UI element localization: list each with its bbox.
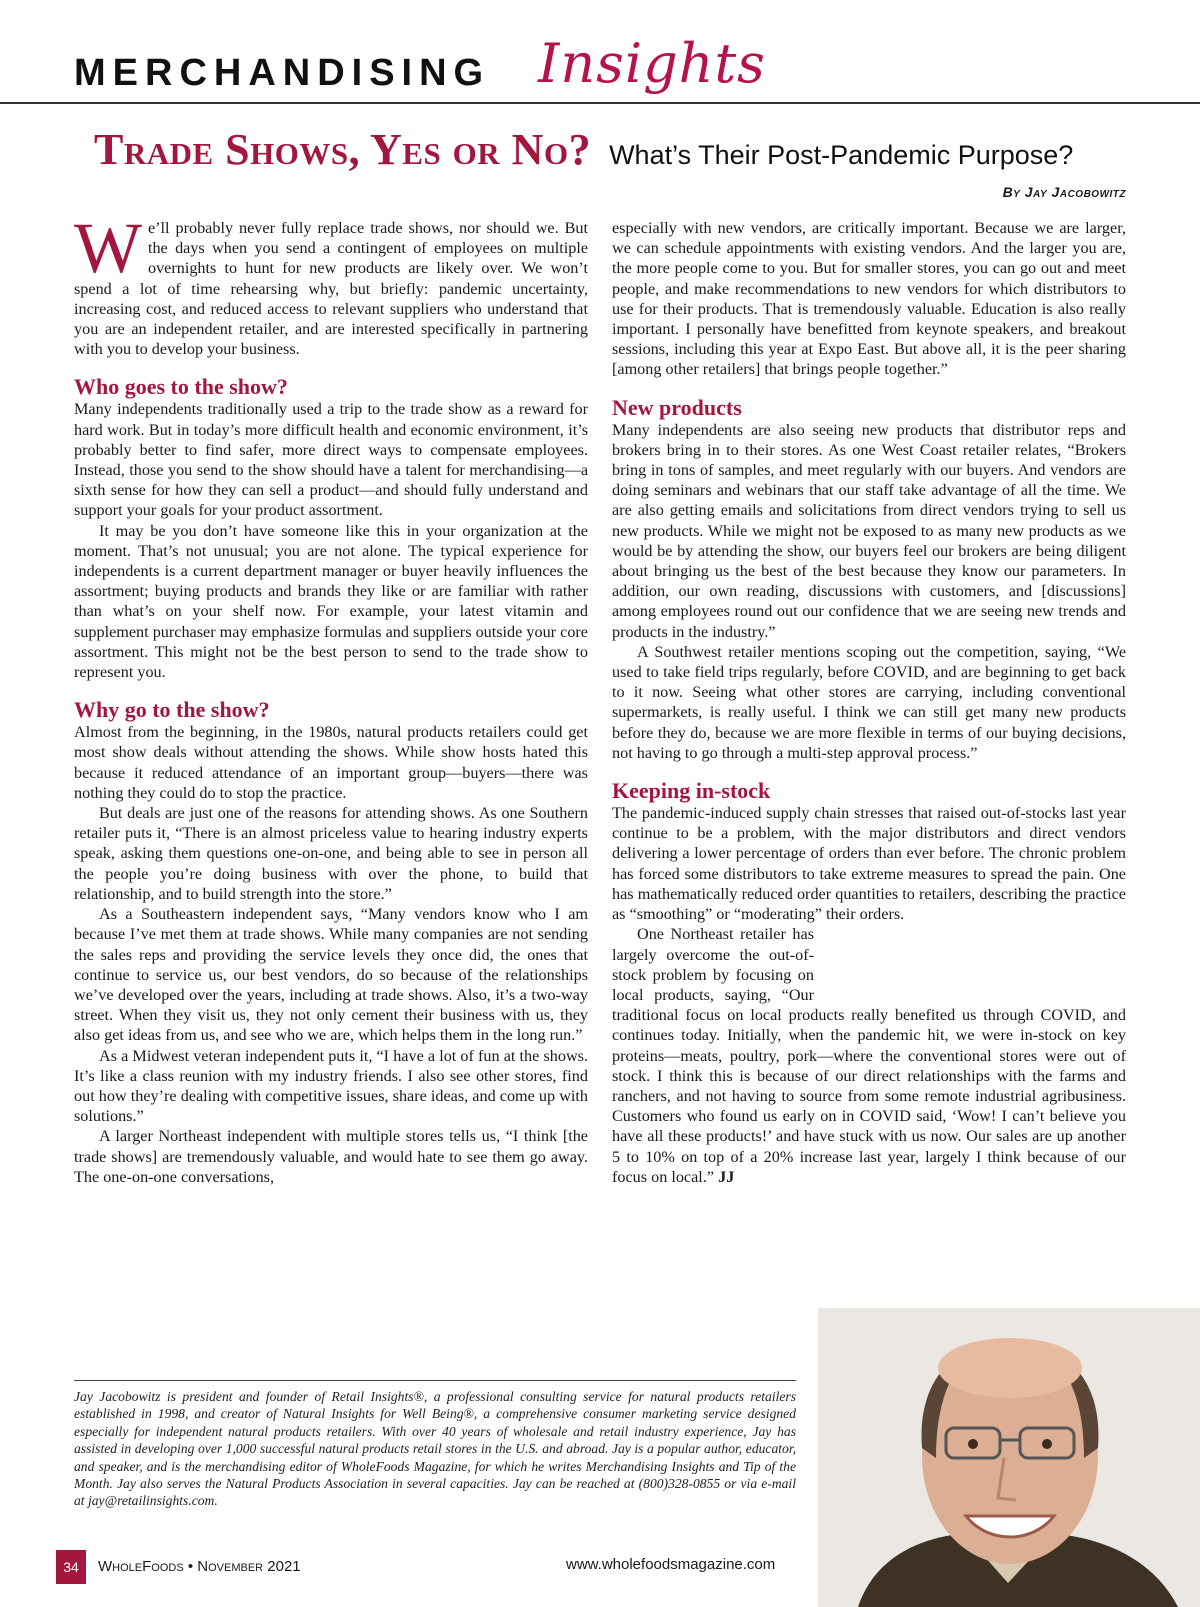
paragraph: especially with new vendors, are critically important. Because we are larger, we can schedule appointments with existing vendors. And the larger you are, the more people come to you. But for smaller stores, you can go out and meet people, and make recommendations to new vendors for which distributors to use for their products. That is tremendously valuable. Education is also really important. I personally have benefitted from keynote speakers, and breakout sessions, including this year at Expo East. But above all, it is the peer sharing [among other retailers] that brings people together.”: [612, 219, 1126, 379]
magazine-issue: WholeFoods • November 2021: [98, 1558, 301, 1575]
heading-keeping-in-stock: Keeping in-stock: [612, 778, 771, 804]
masthead-word: MERCHANDISING: [74, 52, 491, 94]
paragraph: But deals are just one of the reasons for attending shows. As one Southern retailer puts it, “There is an almost priceless value to hearing industry experts speak, asking them questions one-on-one, and being able to see in person all the people you’re doing business with over the phone, to build that relationship, and to build strength into the store.”: [74, 804, 588, 903]
intro-text: e’ll probably never fully replace trade shows, nor should we. But the days when you send a contingent of employees on multiple overnights to hunt for new products are likely over. We won’t spend a lot of time rehearsing why, but briefly: pandemic uncertainty, increasing cost, and reduced access to relevant suppliers who understand that you are an independent retailer, and are interested specifically in partnering with you to develop your business.: [74, 219, 588, 359]
photo-wrap-spacer: [814, 924, 1126, 986]
paragraph: It may be you don’t have someone like this in your organization at the moment. That’s not unusual; you are not alone. The typical experience for independents is a current department manager or buyer heavily influences the assortment; buying products and brands they like or are familiar with rather than what’s on your shelf now. For example, your latest vitamin and supplement purchaser may emphasize formulas and suppliers outside your core assortment. This might not be the best person to send to the trade show to represent you.: [74, 521, 588, 682]
author-photo: [818, 1308, 1200, 1607]
heading-who-goes: Who goes to the show?: [74, 374, 288, 400]
closing-paragraph: [612, 924, 1126, 1187]
paragraph: A larger Northeast independent with multiple stores tells us, “I think [the trade shows] are tremendously valuable, and would hate to see them go away. The one-on-one conversations,: [74, 1127, 588, 1186]
paragraph: Many independents traditionally used a trip to the trade show as a reward for hard work. But in today’s more difficult health and economic environment, it’s probably better to find safer, more direct ways to compensate employees. Instead, those you send to the show should have a talent for merchandising—a sixth sense for how they can sell a product—and should fully understand and support your goals for your product assortment.: [74, 400, 588, 520]
paragraph: Many independents are also seeing new products that distributor reps and brokers bring in to their stores. As one West Coast retailer relates, “Brokers bring in tons of samples, and meet regularly with our buyers. And vendors are doing seminars and webinars that our staff take advantage of all the time. We are also getting emails and solicitations from direct vendors trying to sell us new products. While we might not be exposed to as many new products as we would be by attending the show, our buyers feel our brokers are being diligent about bringing us the best of the best because they know our parameters. In addition, our own reading, discussions with customers, and [discussions] among employees round out our confidence that we are seeing new trends and products in the industry.”: [612, 420, 1126, 641]
paragraph: A Southwest retailer mentions scoping out the competition, saying, “We used to take field trips regularly, before COVID, and are beginning to get back to it now. Seeing what other stores are carrying, including conventional supermarkets, is really useful. I think we can still get many new products before they do, because we are more flexible in terms of our buying decisions, not having to go through a multi-step approval process.”: [612, 642, 1126, 762]
masthead: [74, 32, 1134, 102]
dropcap: W: [74, 208, 142, 288]
masthead-rule: [0, 102, 1200, 104]
intro-paragraph: [74, 208, 588, 359]
left-column: [74, 208, 588, 1187]
paragraph: The pandemic-induced supply chain stresses that raised out-of-stocks last year continue to be a problem, with the major distributors and direct vendors delivering a lower percentage of orders than ever before. The chronic problem has forced some distributors to take extreme measures to spread the pain. One has mathematically reduced order quantities to retailers, describing the practice as “smoothing” or “moderating” their orders.: [612, 804, 1126, 924]
bio-rule: [74, 1380, 796, 1381]
paragraph: As a Southeastern independent says, “Many vendors know who I am because I’ve met them at trade shows. While many companies are not sending the sales reps and providing the service levels they once did, the ones that continue to service us, our best vendors, do so because of the relationships we’ve developed over the years, including at trade shows. Also, it’s a two-way street. When they visit us, they not only cement their business with us, they also get ideas from us, and see who we are, which helps them in the long run.”: [74, 905, 588, 1045]
byline: By Jay Jacobowitz: [1002, 184, 1126, 200]
article-title: Trade Shows, Yes or No?: [94, 125, 592, 174]
author-portrait-illustration: [818, 1308, 1200, 1607]
right-column: [612, 218, 1126, 1187]
masthead-script: Insights: [538, 32, 766, 95]
author-bio: Jay Jacobowitz is president and founder of Retail Insights®, a professional consulting service for natural products retailers established in 1998, and creator of Natural Insights for Well Being®, a comprehensive consumer marketing service designed especially for independent natural products retailers. With over 40 years of wholesale and retail industry experience, Jay has assisted in developing over 1,000 successful natural products retail stores in the U.S. and abroad. Jay is a popular author, educator, and speaker, and is the merchandising editor of WholeFoods Magazine, for which he writes Merchandising Insights and Tip of the Month. Jay also serves the Natural Products Association in several capacities. Jay can be reached at (800)328-0855 or via e-mail at jay@retailinsights.com.: [74, 1389, 796, 1509]
article-subtitle: What’s Their Post-Pandemic Purpose?: [609, 140, 1074, 170]
page-number: 34: [56, 1550, 86, 1584]
paragraph: As a Midwest veteran independent puts it, “I have a lot of fun at the shows. It’s like a class reunion with my industry friends. I also see other stores, find out how they’re dealing with competitive issues, share ideas, and come up with solutions.”: [74, 1046, 588, 1126]
magazine-url: www.wholefoodsmagazine.com: [566, 1556, 776, 1573]
headline: [94, 124, 1073, 175]
closing-text: One Northeast retailer has largely overcome the out-of-stock problem by focusing on local products, saying, “Our traditional focus on local products really benefited us through COVID, and continues today. Initially, when the pandemic hit, we were in-stock on key proteins—meats, poultry, pork—where the conventional stores were out of stock. I think this is because of our direct relationships with the farms and ranchers, and not having to source from some remote industrial agribusiness. Customers who found us early on in COVID said, ‘Wow! I can’t believe you have all these products!’ and have stuck with us now. Our sales are up another 5 to 10% on top of a 20% increase last year, largely I think because of our focus on local.”: [612, 925, 1126, 1186]
heading-why-go: Why go to the show?: [74, 697, 270, 723]
signoff: JJ: [718, 1167, 735, 1186]
heading-new-products: New products: [612, 394, 742, 420]
paragraph: Almost from the beginning, in the 1980s, natural products retailers could get most show deals without attending the shows. While show hosts hated this because it reduced attendance of an important group—buyers—there was nothing they could do to stop the practice.: [74, 723, 588, 802]
